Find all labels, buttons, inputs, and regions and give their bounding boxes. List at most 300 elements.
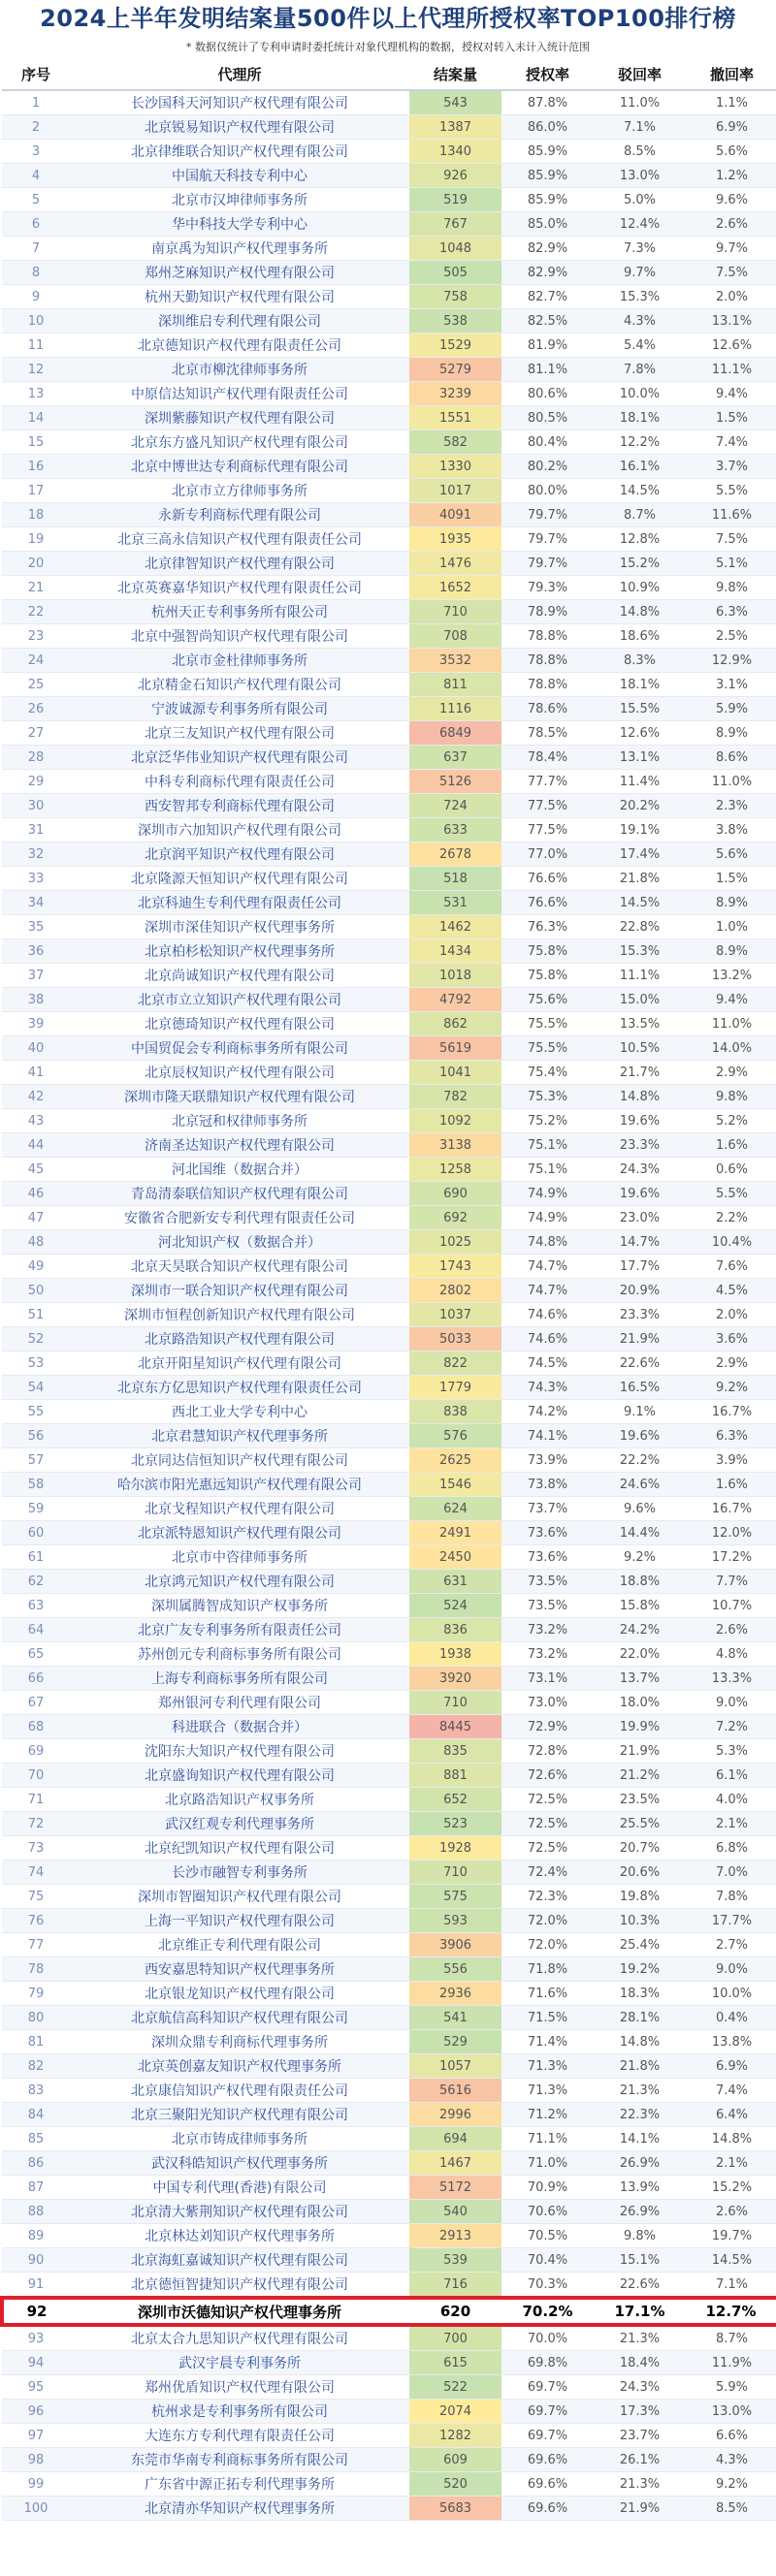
cases-cell: 700 [409,2325,501,2351]
cases-cell: 615 [409,2351,501,2375]
table-row [2,1812,776,1836]
agency-name-cell: 安徽省合肥新安专利代理有限责任公司 [70,1206,409,1230]
grant-rate-cell: 80.6% [501,382,594,406]
grant-rate-cell: 85.0% [501,212,594,237]
withdraw-rate-cell: 6.3% [686,600,776,624]
table-row [2,261,776,285]
reject-rate-cell: 10.5% [594,1036,686,1061]
cases-cell: 1048 [409,237,501,261]
withdraw-rate-cell: 13.3% [686,1667,776,1691]
withdraw-rate-cell: 9.4% [686,988,776,1012]
grant-rate-cell: 82.9% [501,237,594,261]
grant-rate-cell: 72.0% [501,1909,594,1933]
reject-rate-cell: 14.4% [594,1521,686,1545]
cases-cell: 1529 [409,334,501,358]
table-row [2,1667,776,1691]
cases-cell: 5126 [409,770,501,794]
rank-cell: 69 [2,1739,70,1764]
agency-name-cell: 北京东方盛凡知识产权代理有限公司 [70,430,409,455]
agency-name-cell: 沈阳东大知识产权代理有限公司 [70,1739,409,1764]
rank-cell: 46 [2,1182,70,1206]
cases-cell: 1258 [409,1158,501,1182]
grant-rate-cell: 72.3% [501,1885,594,1909]
table-row [2,2200,776,2224]
agency-name-cell: 北京隆源天恒知识产权代理有限公司 [70,867,409,891]
table-row [2,1012,776,1036]
reject-rate-cell: 22.2% [594,1448,686,1473]
withdraw-rate-cell: 16.7% [686,1497,776,1521]
rank-cell: 66 [2,1667,70,1691]
grant-rate-cell: 70.0% [501,2325,594,2351]
cases-cell: 5616 [409,2079,501,2103]
rank-cell: 90 [2,2248,70,2273]
agency-name-cell: 杭州天勤知识产权代理有限公司 [70,285,409,309]
table-row [2,1109,776,1133]
table-row [2,818,776,843]
table-header-row [2,58,776,90]
table-row [2,406,776,430]
agency-name-cell: 河北国维（数据合并） [70,1158,409,1182]
table-row [2,1618,776,1642]
agency-name-cell: 北京君慧知识产权代理事务所 [70,1424,409,1448]
agency-name-cell: 河北知识产权（数据合并） [70,1230,409,1255]
grant-rate-cell: 77.5% [501,794,594,818]
rank-cell: 77 [2,1933,70,1957]
agency-name-cell: 深圳众鼎专利商标代理事务所 [70,2030,409,2054]
agency-name-cell: 北京市中咨律师事务所 [70,1545,409,1570]
grant-rate-cell: 79.7% [501,552,594,576]
rank-cell: 30 [2,794,70,818]
table-row [2,2375,776,2400]
table-row [2,1473,776,1497]
table-row [2,1279,776,1303]
withdraw-rate-cell: 5.5% [686,1182,776,1206]
rank-cell: 99 [2,2472,70,2496]
rank-cell: 54 [2,1376,70,1400]
reject-rate-cell: 21.3% [594,2325,686,2351]
grant-rate-cell: 75.5% [501,1012,594,1036]
rank-cell: 31 [2,818,70,843]
rank-cell: 78 [2,1957,70,1982]
table-row [2,2079,776,2103]
agency-name-cell: 武汉红观专利代理事务所 [70,1812,409,1836]
withdraw-rate-cell: 10.4% [686,1230,776,1255]
withdraw-rate-cell: 15.2% [686,2176,776,2200]
withdraw-rate-cell: 1.2% [686,164,776,188]
agency-name-cell: 中国航天科技专利中心 [70,164,409,188]
rank-cell: 55 [2,1400,70,1424]
table-row [2,1909,776,1933]
agency-name-cell: 西北工业大学专利中心 [70,1400,409,1424]
cases-cell: 519 [409,188,501,212]
column-header-cases: 结案量 [409,58,501,90]
agency-name-cell: 北京林达刘知识产权代理事务所 [70,2224,409,2248]
grant-rate-cell: 74.8% [501,1230,594,1255]
agency-name-cell: 北京市柳沈律师事务所 [70,358,409,382]
cases-cell: 1476 [409,552,501,576]
withdraw-rate-cell: 14.5% [686,2248,776,2273]
withdraw-rate-cell: 9.4% [686,382,776,406]
table-row [2,285,776,309]
table-row [2,1521,776,1545]
reject-rate-cell: 22.0% [594,1642,686,1667]
rank-cell: 52 [2,1327,70,1352]
rank-cell: 44 [2,1133,70,1158]
cases-cell: 1330 [409,455,501,479]
reject-rate-cell: 21.7% [594,1061,686,1085]
rank-cell: 87 [2,2176,70,2200]
withdraw-rate-cell: 9.2% [686,1376,776,1400]
cases-cell: 811 [409,673,501,697]
cases-cell: 593 [409,1909,501,1933]
grant-rate-cell: 70.9% [501,2176,594,2200]
grant-rate-cell: 85.9% [501,188,594,212]
grant-rate-cell: 70.6% [501,2200,594,2224]
cases-cell: 1387 [409,115,501,140]
withdraw-rate-cell: 8.9% [686,721,776,746]
rank-cell: 7 [2,237,70,261]
withdraw-rate-cell: 7.4% [686,430,776,455]
table-row [2,334,776,358]
grant-rate-cell: 71.6% [501,1982,594,2006]
agency-name-cell: 中原信达知识产权代理有限责任公司 [70,382,409,406]
reject-rate-cell: 9.6% [594,1497,686,1521]
grant-rate-cell: 77.7% [501,770,594,794]
cases-cell: 822 [409,1352,501,1376]
cases-cell: 1434 [409,939,501,964]
withdraw-rate-cell: 11.0% [686,1012,776,1036]
table-row [2,794,776,818]
grant-rate-cell: 76.3% [501,915,594,939]
grant-rate-cell: 72.4% [501,1860,594,1885]
grant-rate-cell: 71.3% [501,2054,594,2079]
grant-rate-cell: 74.5% [501,1352,594,1376]
reject-rate-cell: 14.8% [594,1085,686,1109]
table-row [2,1158,776,1182]
rank-cell: 1 [2,90,70,115]
column-header-withdraw-rate: 撤回率 [686,58,776,90]
table-row [2,939,776,964]
grant-rate-cell: 73.1% [501,1667,594,1691]
grant-rate-cell: 74.3% [501,1376,594,1400]
withdraw-rate-cell: 9.0% [686,1957,776,1982]
rank-cell: 97 [2,2424,70,2448]
cases-cell: 710 [409,1691,501,1715]
cases-cell: 2450 [409,1545,501,1570]
agency-name-cell: 科进联合（数据合并） [70,1715,409,1739]
withdraw-rate-cell: 17.2% [686,1545,776,1570]
cases-cell: 1018 [409,964,501,988]
cases-cell: 2913 [409,2224,501,2248]
table-row [2,430,776,455]
table-row [2,2351,776,2375]
reject-rate-cell: 15.0% [594,988,686,1012]
table-row [2,1715,776,1739]
agency-name-cell: 武汉宇晨专利事务所 [70,2351,409,2375]
agency-name-cell: 北京三聚阳光知识产权代理有限公司 [70,2103,409,2127]
grant-rate-cell: 75.3% [501,1085,594,1109]
withdraw-rate-cell: 2.7% [686,1933,776,1957]
cases-cell: 1935 [409,527,501,552]
grant-rate-cell: 78.8% [501,673,594,697]
rank-cell: 10 [2,309,70,334]
reject-rate-cell: 23.3% [594,1133,686,1158]
rank-cell: 62 [2,1570,70,1594]
withdraw-rate-cell: 3.9% [686,1448,776,1473]
grant-rate-cell: 82.9% [501,261,594,285]
cases-cell: 1017 [409,479,501,503]
withdraw-rate-cell: 8.9% [686,939,776,964]
withdraw-rate-cell: 2.9% [686,1061,776,1085]
cases-cell: 518 [409,867,501,891]
agency-name-cell: 北京中强智尚知识产权代理有限公司 [70,624,409,649]
grant-rate-cell: 72.9% [501,1715,594,1739]
withdraw-rate-cell: 5.3% [686,1739,776,1764]
grant-rate-cell: 73.6% [501,1545,594,1570]
withdraw-rate-cell: 2.1% [686,1812,776,1836]
agency-name-cell: 北京三高永信知识产权代理有限责任公司 [70,527,409,552]
rank-cell: 16 [2,455,70,479]
withdraw-rate-cell: 12.6% [686,334,776,358]
agency-name-cell: 北京英创嘉友知识产权代理事务所 [70,2054,409,2079]
agency-name-cell: 北京康信知识产权代理有限责任公司 [70,2079,409,2103]
agency-name-cell: 北京市汉坤律师事务所 [70,188,409,212]
cases-cell: 2074 [409,2400,501,2424]
agency-name-cell: 北京戈程知识产权代理有限公司 [70,1497,409,1521]
reject-rate-cell: 26.9% [594,2151,686,2176]
reject-rate-cell: 19.6% [594,1182,686,1206]
table-row [2,1982,776,2006]
agency-name-cell: 北京航信高科知识产权代理有限公司 [70,2006,409,2030]
grant-rate-cell: 71.4% [501,2030,594,2054]
withdraw-rate-cell: 2.0% [686,1303,776,1327]
table-row [2,891,776,915]
agency-name-cell: 北京辰权知识产权代理有限公司 [70,1061,409,1085]
cases-cell: 5279 [409,358,501,382]
cases-cell: 652 [409,1788,501,1812]
table-row [2,1303,776,1327]
agency-name-cell: 北京市铸成律师事务所 [70,2127,409,2151]
agency-name-cell: 华中科技大学专利中心 [70,212,409,237]
table-row [2,1764,776,1788]
withdraw-rate-cell: 11.9% [686,2351,776,2375]
withdraw-rate-cell: 14.0% [686,1036,776,1061]
rank-cell: 59 [2,1497,70,1521]
agency-name-cell: 北京精金石知识产权代理有限公司 [70,673,409,697]
rank-cell: 76 [2,1909,70,1933]
grant-rate-cell: 80.0% [501,479,594,503]
reject-rate-cell: 15.2% [594,552,686,576]
grant-rate-cell: 70.3% [501,2273,594,2299]
cases-cell: 3239 [409,382,501,406]
withdraw-rate-cell: 0.4% [686,2006,776,2030]
agency-name-cell: 广东省中源正拓专利代理事务所 [70,2472,409,2496]
withdraw-rate-cell: 2.0% [686,285,776,309]
grant-rate-cell: 75.8% [501,964,594,988]
table-row [2,867,776,891]
agency-name-cell: 北京律维联合知识产权代理有限公司 [70,140,409,164]
cases-cell: 523 [409,1812,501,1836]
withdraw-rate-cell: 16.7% [686,1400,776,1424]
agency-name-cell: 北京润平知识产权代理有限公司 [70,843,409,867]
withdraw-rate-cell: 2.3% [686,794,776,818]
withdraw-rate-cell: 6.4% [686,2103,776,2127]
grant-rate-cell: 69.6% [501,2496,594,2521]
withdraw-rate-cell: 4.3% [686,2448,776,2472]
cases-cell: 710 [409,1860,501,1885]
agency-name-cell: 北京德知识产权代理有限责任公司 [70,334,409,358]
cases-cell: 836 [409,1618,501,1642]
rank-cell: 57 [2,1448,70,1473]
rank-cell: 36 [2,939,70,964]
grant-rate-cell: 71.2% [501,2103,594,2127]
cases-cell: 1938 [409,1642,501,1667]
cases-cell: 4792 [409,988,501,1012]
table-row [2,552,776,576]
withdraw-rate-cell: 7.8% [686,1885,776,1909]
cases-cell: 1041 [409,1061,501,1085]
rank-cell: 53 [2,1352,70,1376]
cases-cell: 1037 [409,1303,501,1327]
agency-name-cell: 宁波诚源专利事务所有限公司 [70,697,409,721]
table-row [2,2224,776,2248]
grant-rate-cell: 76.6% [501,891,594,915]
column-header-agency: 代理所 [70,58,409,90]
rank-cell: 4 [2,164,70,188]
grant-rate-cell: 79.3% [501,576,594,600]
grant-rate-cell: 70.2% [501,2298,594,2325]
cases-cell: 540 [409,2200,501,2224]
cases-cell: 556 [409,1957,501,1982]
rank-cell: 24 [2,649,70,673]
grant-rate-cell: 69.7% [501,2375,594,2400]
grant-rate-cell: 75.5% [501,1036,594,1061]
table-row [2,2448,776,2472]
table-row [2,600,776,624]
withdraw-rate-cell: 13.8% [686,2030,776,2054]
reject-rate-cell: 15.8% [594,1594,686,1618]
rank-cell: 67 [2,1691,70,1715]
agency-name-cell: 郑州芝麻知识产权代理有限公司 [70,261,409,285]
agency-name-cell: 杭州求是专利事务所有限公司 [70,2400,409,2424]
reject-rate-cell: 22.8% [594,915,686,939]
table-row [2,164,776,188]
reject-rate-cell: 13.0% [594,164,686,188]
reject-rate-cell: 19.1% [594,818,686,843]
cases-cell: 708 [409,624,501,649]
withdraw-rate-cell: 4.0% [686,1788,776,1812]
agency-name-cell: 北京科迪生专利代理有限责任公司 [70,891,409,915]
agency-name-cell: 永新专利商标代理有限公司 [70,503,409,527]
reject-rate-cell: 7.3% [594,237,686,261]
rank-cell: 71 [2,1788,70,1812]
withdraw-rate-cell: 17.7% [686,1909,776,1933]
table-row [2,503,776,527]
table-row [2,1133,776,1158]
withdraw-rate-cell: 5.1% [686,552,776,576]
grant-rate-cell: 74.6% [501,1303,594,1327]
table-row [2,1230,776,1255]
reject-rate-cell: 19.2% [594,1957,686,1982]
cases-cell: 624 [409,1497,501,1521]
cases-cell: 690 [409,1182,501,1206]
grant-rate-cell: 72.8% [501,1739,594,1764]
agency-name-cell: 北京派特恩知识产权代理有限公司 [70,1521,409,1545]
agency-name-cell: 北京锐易知识产权代理有限公司 [70,115,409,140]
grant-rate-cell: 71.0% [501,2151,594,2176]
reject-rate-cell: 18.1% [594,406,686,430]
agency-name-cell: 北京东方亿思知识产权代理有限责任公司 [70,1376,409,1400]
rank-cell: 89 [2,2224,70,2248]
table-row [2,2298,776,2325]
reject-rate-cell: 5.4% [594,334,686,358]
rank-cell: 91 [2,2273,70,2299]
table-row [2,2176,776,2200]
reject-rate-cell: 9.8% [594,2224,686,2248]
rank-cell: 38 [2,988,70,1012]
rank-cell: 19 [2,527,70,552]
grant-rate-cell: 71.1% [501,2127,594,2151]
column-header-rank: 序号 [2,58,70,90]
agency-name-cell: 北京市金杜律师事务所 [70,649,409,673]
rank-cell: 70 [2,1764,70,1788]
rank-cell: 17 [2,479,70,503]
cases-cell: 2625 [409,1448,501,1473]
grant-rate-cell: 74.9% [501,1206,594,1230]
reject-rate-cell: 18.8% [594,1570,686,1594]
grant-rate-cell: 69.6% [501,2472,594,2496]
rank-cell: 75 [2,1885,70,1909]
table-row [2,2127,776,2151]
table-row [2,988,776,1012]
table-row [2,2103,776,2127]
reject-rate-cell: 21.8% [594,867,686,891]
withdraw-rate-cell: 2.6% [686,212,776,237]
rank-cell: 28 [2,746,70,770]
reject-rate-cell: 20.6% [594,1860,686,1885]
grant-rate-cell: 73.2% [501,1642,594,1667]
withdraw-rate-cell: 14.8% [686,2127,776,2151]
cases-cell: 1467 [409,2151,501,2176]
grant-rate-cell: 72.5% [501,1788,594,1812]
rank-cell: 42 [2,1085,70,1109]
agency-name-cell: 北京纪凯知识产权代理有限公司 [70,1836,409,1860]
cases-cell: 529 [409,2030,501,2054]
withdraw-rate-cell: 2.5% [686,624,776,649]
agency-name-cell: 深圳市六加知识产权代理有限公司 [70,818,409,843]
cases-cell: 541 [409,2006,501,2030]
rank-cell: 84 [2,2103,70,2127]
agency-name-cell: 中国专利代理(香港)有限公司 [70,2176,409,2200]
cases-cell: 2936 [409,1982,501,2006]
rank-cell: 41 [2,1061,70,1085]
withdraw-rate-cell: 5.6% [686,140,776,164]
cases-cell: 520 [409,2472,501,2496]
withdraw-rate-cell: 1.0% [686,915,776,939]
reject-rate-cell: 10.0% [594,382,686,406]
grant-rate-cell: 70.5% [501,2224,594,2248]
agency-name-cell: 深圳市恒程创新知识产权代理有限公司 [70,1303,409,1327]
rank-cell: 8 [2,261,70,285]
rank-cell: 32 [2,843,70,867]
grant-rate-cell: 74.2% [501,1400,594,1424]
table-row [2,1957,776,1982]
reject-rate-cell: 20.7% [594,1836,686,1860]
withdraw-rate-cell: 6.6% [686,2424,776,2448]
grant-rate-cell: 78.8% [501,624,594,649]
reject-rate-cell: 14.7% [594,1230,686,1255]
rank-cell: 5 [2,188,70,212]
